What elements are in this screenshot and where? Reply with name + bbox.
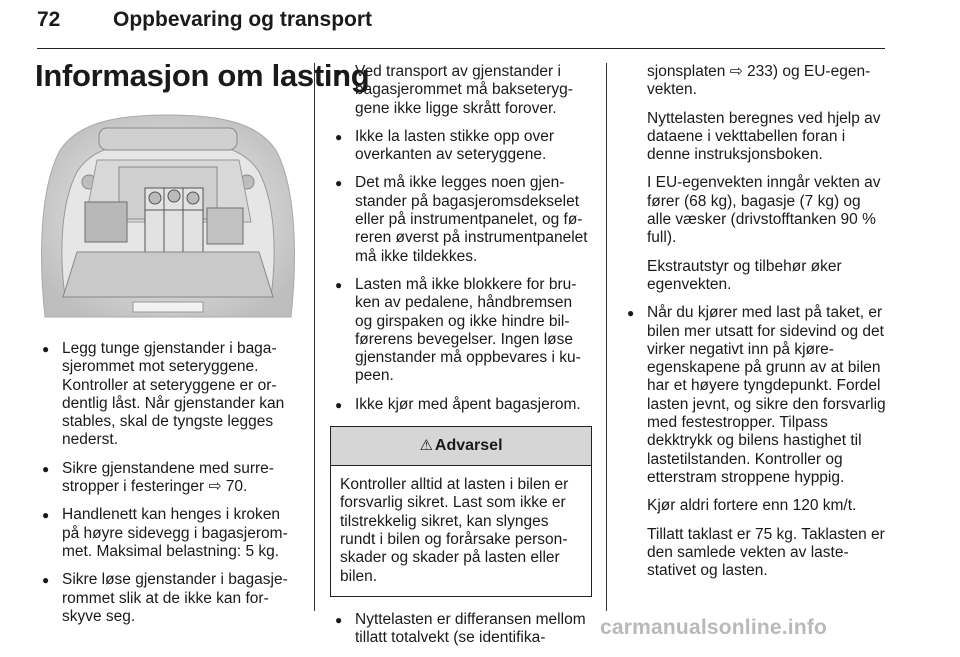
- column-divider: [314, 63, 315, 611]
- section-title: Oppbevaring og transport: [113, 8, 373, 31]
- continued-text: sjonsplaten ⇨ 233) og EU-egenvekten.: [647, 63, 871, 99]
- page-title: Informasjon om lasting: [35, 58, 370, 93]
- paragraph: Nyttelasten beregnes ved hjelp av dataene i vekttabellen foran i denne instruksjonsboken.: [647, 109, 881, 164]
- header-divider: [37, 48, 885, 49]
- paragraph: Tillatt taklast er 75 kg. Taklasten er den samlede vekten av lastestativet og lasten.: [647, 525, 885, 580]
- warning-header: [331, 427, 591, 466]
- watermark: carmanualsonline.info: [600, 616, 828, 639]
- warning-title: Advarsel: [434, 437, 503, 455]
- page-header: [37, 6, 885, 44]
- warning-text: Kontroller alltid at lasten i bilen er forsvarlig sikret. Last som ikke er tilstrekkelig sikret, kan slynges rundt i bilen og forårsake personskader og skader på lasten eller bilen.: [340, 476, 569, 585]
- list-item: ● Ved transport av gjenstander i bagasjerommet må bakseteryggene ikke ligge skrått forover.: [330, 63, 592, 118]
- list-item: ● Ikke la lasten stikke opp over overkanten av seteryggene.: [330, 128, 592, 165]
- list-item: ● Når du kjører med last på taket, er bilen mer utsatt for sidevind og det virker negativt inn på kjøreegenskapene på grunn av at bilen har et høyere tyngdepunkt. Fordel lasten jevnt, og sikre den forsvarlig med festestropper. Tilpass dekktrykk og bilens hastighet til lastetilstanden. Kontroller og etterstram stroppene hyppig.: [622, 304, 887, 487]
- column-2: [330, 63, 592, 657]
- trunk-loading-illustration: [37, 112, 299, 326]
- car-rear-trunk-icon: [37, 112, 299, 326]
- list-item: ● Nyttelasten er differansen mellom tillatt totalvekt (se identifika-: [330, 611, 592, 648]
- paragraph: I EU-egenvekten inngår vekten av fører (68 kg), bagasje (7 kg) og alle væsker (drivstofftanken 90 % full).: [647, 174, 881, 247]
- list-item: ● Sikre gjenstandene med surrestropper i festeringer ⇨ 70.: [37, 460, 299, 497]
- paragraph: Kjør aldri fortere enn 120 km/t.: [647, 497, 857, 515]
- column-1: [37, 340, 299, 636]
- list-item: ● Ikke kjør med åpent bagasjerom.: [330, 396, 592, 414]
- page-number: 72: [37, 8, 61, 31]
- paragraph: Ekstrautstyr og tilbehør øker egenvekten.: [647, 257, 842, 293]
- list-item: ● Sikre løse gjenstander i bagasjerommet slik at de ikke kan forskyve seg.: [37, 571, 299, 626]
- list-item: ● Legg tunge gjenstander i bagasjerommet mot seteryggene. Kontroller at seteryggene er ordentlig låst. Når gjenstander kan stables, skal de tyngste legges nederst.: [37, 340, 299, 450]
- list-item: ● Lasten må ikke blokkere for bruken av pedalene, håndbremsen og girspaken og ikke hindre bilførerens bevegelser. Ingen løse gjenstander må oppbevares i kupeen.: [330, 276, 592, 386]
- list-item: ● Det må ikke legges noen gjenstander på bagasjeromsdekselet eller på instrumentpanelet, og føreren øverst på instrumentpanelet må ikke tildekkes.: [330, 174, 592, 265]
- column-3: [622, 63, 887, 590]
- warning-icon: ⚠: [419, 437, 433, 455]
- column-divider: [606, 63, 607, 611]
- list-item: ● Handlenett kan henges i kroken på høyre sidevegg i bagasjerommet. Maksimal belastning: 5 kg.: [37, 506, 299, 561]
- warning-box: [330, 426, 592, 597]
